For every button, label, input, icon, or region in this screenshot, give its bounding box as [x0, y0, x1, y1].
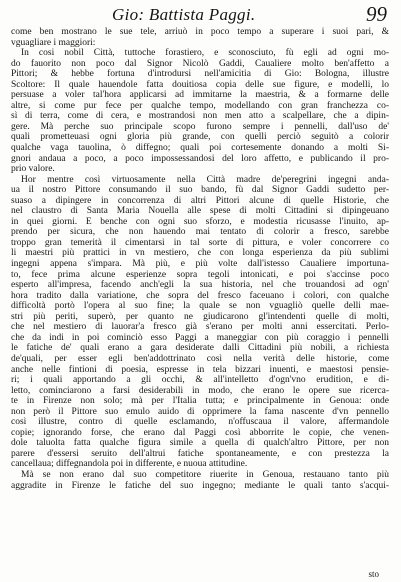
- text-line: vguagliare i maggiori:: [11, 37, 96, 48]
- text-line: copie; ignorando forse, che erano dal Paggi così abborrite le copie, che venen-: [11, 427, 389, 438]
- text-line: Mà se non erano dal suo competitore riuerite in Genoua, restauano tanto più: [21, 469, 389, 480]
- text-line: prio valore.: [11, 164, 55, 175]
- text-line: letto, cominciarono a farsi desiderabili in modo, che erano le opere sue ricerca-: [11, 385, 389, 396]
- text-line: così illustre, contro di quelle esclamando, n'offuscaua il valore, affermandole: [11, 417, 389, 428]
- text-line: in quei giorni. E benche con ogni suo sforzo, e modestia ricusasse l'inuito, ap-: [11, 216, 389, 227]
- text-line: dole taluolta fatta qualche figura simile a quella di qualch'altro Pittore, per non: [11, 438, 389, 449]
- text-line: qualche vaga tauolina, ò diffegno; quali poi cortesemente donando a molti Si-: [11, 143, 389, 154]
- text-line: parere d'essersi seruito dell'altrui fatiche spontaneamente, e con prestezza la: [11, 448, 389, 459]
- text-line: aggradite in Firenze le fatiche del suo ingegno; mediante le quali tanto s'acqui-: [11, 480, 389, 491]
- text-line: che nel mestiero di lauorar'a fresco già s'erano per molti anni essercitati. Perlo-: [11, 322, 389, 333]
- text-line: anche nelle fintioni di poesia, espresse in tela bizzari inuenti, e maestosi pensie-: [11, 364, 389, 375]
- text-line: cancellaua; diffegnandola poi in differente, e nuoua attitudine.: [11, 459, 248, 470]
- text-line: do fauorito non poco dal Signor Nicolò Gaddi, Caualiere molto ben'affetto a: [11, 58, 389, 69]
- text-line: le fatiche de' quali erano a gara desiderate dalli Cittadini più nobili, a richiesta: [11, 343, 389, 354]
- text-line: troppo gran temerità il cimentarsi in tal sorte di pittura, e voler concorrere co: [11, 237, 389, 248]
- text-line: ri; i quali apportando a gli occhi, & all'intelletto d'ogn'vno erudition, e di-: [11, 375, 389, 386]
- text-line: esperto all'impresa, facendo anch'egli la sua historia, nel che trouandosi ad ogn': [11, 280, 389, 291]
- text-line: altre, si come pur fece per qualche tempo, modellando con gran franchezza co-: [11, 100, 389, 111]
- text-line: te in Firenze non solo; mà per l'Italia tutta; e principalmente in Genoua: onde: [11, 396, 389, 407]
- text-line: Scoltore: Il quale hauendole fatta douitiosa copia delle sue figure, e modelli, lo: [11, 79, 389, 90]
- text-line: ua il nostro Pittore consumando il suo bando, fù dal Signor Gaddi sudetto per-: [11, 185, 389, 196]
- text-line: de'quali, per esser egli ben'addottrinato così nella verità delle historie, come: [11, 353, 389, 364]
- text-line: sì di terra, come di cera, e mostrandosi non men atto a scalpellare, che a dipin-: [11, 111, 389, 122]
- text-line: gere. Mà perche suo principale scopo furono sempre i pennelli, dall'uso de': [11, 121, 389, 132]
- text-line: che da indi in poi cominciò esso Paggi a maneggiar con più coraggio i pennelli: [11, 332, 389, 343]
- text-line: come ben mostrano le sue tele, arriuò in poco tempo a superare i suoi pari, &: [11, 27, 389, 37]
- text-line: ingegni appena s'impara. Mà più, e più volte dall'istesso Caualiere importuna-: [11, 259, 389, 270]
- text-line: persuase a voler tal'hora applicarsi ad immitarne la maestria, & a formarne delle: [11, 90, 389, 101]
- running-title: Gio: Battista Paggi.: [112, 5, 256, 24]
- text-line: li maestri più prattici in vn mestiero, che con longa esperienza da più sublimi: [11, 248, 389, 259]
- text-line: suaso a dipingere in concorrenza di altri Pittori alcune di quelle Historie, che: [11, 195, 389, 206]
- text-line: quali prometteuasi ogni gloria più grande, con quelli perciò seguitò a colorir: [11, 132, 389, 143]
- page-number: 99: [366, 2, 387, 26]
- text-line: gnori andaua a poco, a poco impossessandosi del loro affetto, e publicando il pro-: [11, 153, 389, 164]
- text-line: difficoltà portò l'opera al suo fine; la quale se non vguagliò quelle delli mae-: [11, 301, 389, 312]
- text-line: Pittori; & hebbe fortuna d'introdursi nell'amicitia di Gio: Bologna, illustre: [11, 69, 389, 80]
- text-line: stri più periti, superò, per quanto ne giudicarono gl'intendenti quelle di molti,: [11, 311, 389, 322]
- body-text: [11, 27, 389, 491]
- catchword: sto: [368, 569, 379, 579]
- text-line: to, fece prima alcune esperienze sopra tegoli intonicati, e poi s'accinse poco: [11, 269, 389, 280]
- text-line: In cosi nobil Città, tuttoche forastiero, e sconosciuto, fù egli ad ogni mo-: [21, 48, 389, 59]
- text-line: non però il Pittore suo emulo auido di opprimere la fama nascente d'vn pennello: [11, 406, 389, 417]
- text-line: prendo per sicura, che non hauendo mai tentato di colorir a fresco, sarebbe: [11, 227, 389, 238]
- text-line: Hor mentre così virtuosamente nella Città madre de'peregrini ingegni anda-: [21, 174, 389, 185]
- text-line: nel claustro di Santa Maria Nouella alle spese di molti Cittadini si dipingeuano: [11, 206, 389, 217]
- text-line: hora tradito dalla variatione, che sopra del fresco faceuano i colori, con qualche: [11, 290, 389, 301]
